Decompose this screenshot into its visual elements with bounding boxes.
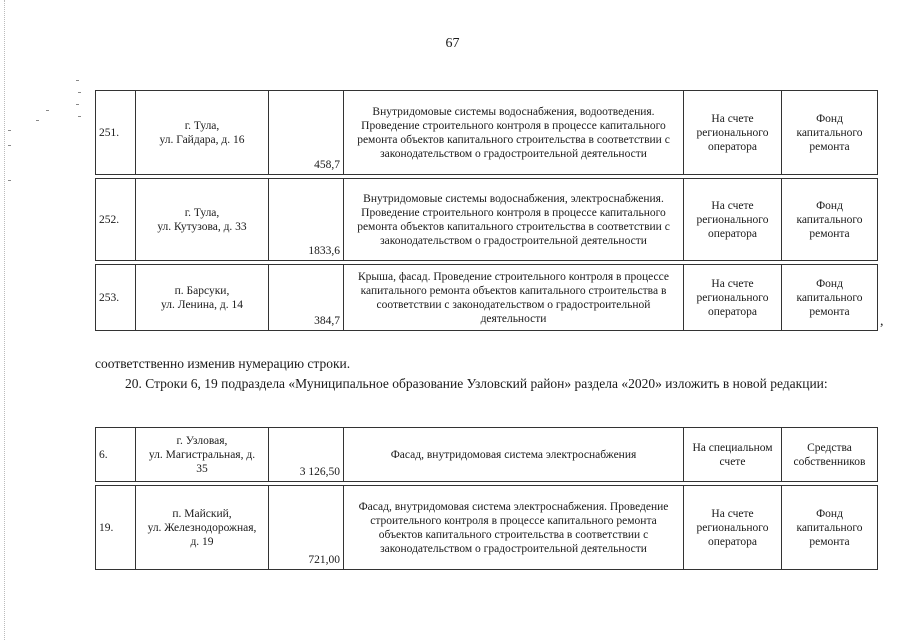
table-row xyxy=(96,179,878,261)
row-number: 251. xyxy=(96,91,136,175)
works-cell: Крыша, фасад. Проведение строительного контроля в процессе капитального ремонта объектов капитального строительства в соответствии с законодательством о градостроительной деятельности xyxy=(344,265,684,331)
works-cell: Внутридомовые системы водоснабжения, электроснабжения. Проведение строительного контроля в процессе капитального ремонта объектов капитального строительства в соответствии с законодательством о градостроительной деятельности xyxy=(344,179,684,261)
account-cell: На счете регионального оператора xyxy=(684,91,782,175)
source-cell: Фонд капитального ремонта xyxy=(782,265,878,331)
row-number: 6. xyxy=(96,428,136,482)
page-number: 67 xyxy=(445,36,460,51)
table-repairs-1 xyxy=(95,90,878,331)
works-cell: Фасад, внутридомовая система электроснабжения xyxy=(344,428,684,482)
row-number: 252. xyxy=(96,179,136,261)
account-cell: На счете регионального оператора xyxy=(684,179,782,261)
account-cell: На счете регионального оператора xyxy=(684,265,782,331)
table-row xyxy=(96,428,878,482)
cost-cell: 721,00 xyxy=(269,486,344,570)
address-cell: г. Узловая, ул. Магистральная, д. 35 xyxy=(136,428,269,482)
paragraph-item-20: 20. Строки 6, 19 подраздела «Муниципальное образование Узловский район» раздела «2020» изложить в новой редакции: xyxy=(125,376,828,391)
works-cell: Внутридомовые системы водоснабжения, водоотведения. Проведение строительного контроля в процессе капитального ремонта объектов капитального строительства в соответствии с законодательством о градостроительной деятельности xyxy=(344,91,684,175)
source-cell: Фонд капитального ремонта xyxy=(782,91,878,175)
table-repairs-2 xyxy=(95,427,878,570)
cost-cell: 384,7 xyxy=(269,265,344,331)
table-row xyxy=(96,486,878,570)
table-row xyxy=(96,265,878,331)
cost-cell: 1833,6 xyxy=(269,179,344,261)
margin-marks xyxy=(6,70,86,200)
address-cell: п. Барсуки, ул. Ленина, д. 14 xyxy=(136,265,269,331)
cost-cell: 458,7 xyxy=(269,91,344,175)
works-cell: Фасад, внутридомовая система электроснабжения. Проведение строительного контроля в процессе капитального ремонта объектов капитального строительства в соответствии с законодательством о градостроительной деятельности xyxy=(344,486,684,570)
source-cell: Фонд капитального ремонта xyxy=(782,179,878,261)
source-cell: Средства собственников xyxy=(782,428,878,482)
row-number: 253. xyxy=(96,265,136,331)
trailing-comma: , xyxy=(880,314,884,329)
cost-cell: 3 126,50 xyxy=(269,428,344,482)
paragraph-renumbering: соответственно изменив нумерацию строки. xyxy=(95,356,351,371)
account-cell: На счете регионального оператора xyxy=(684,486,782,570)
address-cell: г. Тула, ул. Кутузова, д. 33 xyxy=(136,179,269,261)
source-cell: Фонд капитального ремонта xyxy=(782,486,878,570)
address-cell: г. Тула, ул. Гайдара, д. 16 xyxy=(136,91,269,175)
table-row xyxy=(96,91,878,175)
account-cell: На специальном счете xyxy=(684,428,782,482)
row-number: 19. xyxy=(96,486,136,570)
address-cell: п. Майский, ул. Железнодорожная, д. 19 xyxy=(136,486,269,570)
